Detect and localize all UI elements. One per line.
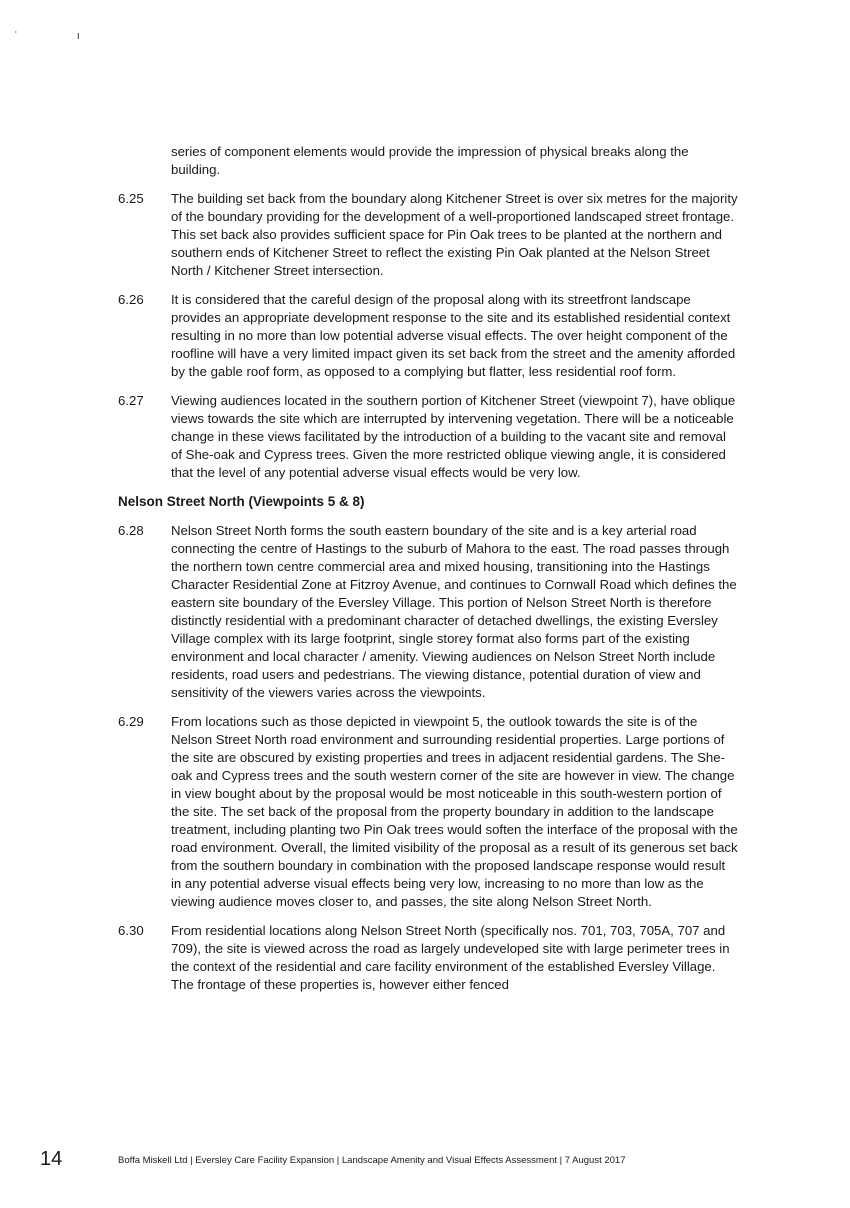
- paragraph-text: Nelson Street North forms the south eastern boundary of the site and is a key arterial road connecting the centre of Hastings to the suburb of Mahora to the east. The road passes through the northern town centre commercial area and mixed housing, transitioning into the Hastings Character Residential Zone at Fitzroy Avenue, and continues to Cornwall Road which defines the eastern site boundary of the Eversley Village. This portion of Nelson Street North is therefore distinctly residential with a predominant character of detached dwellings, the existing Eversley Village complex with its large footprint, single storey format also forms part of the existing environment and local character / amenity. Viewing audiences on Nelson Street North include residents, road users and pedestrians. The viewing distance, potential duration of view and sensitivity of the viewers varies across the viewpoints.: [171, 523, 737, 700]
- paragraph-number: 6.26: [118, 292, 144, 307]
- page-number: 14: [40, 1148, 63, 1170]
- paragraph-number: 6.28: [118, 523, 144, 538]
- paragraph-number: 6.25: [118, 191, 144, 206]
- paragraph-number: 6.29: [118, 714, 144, 729]
- footer-text: Boffa Miskell Ltd | Eversley Care Facility Expansion | Landscape Amenity and Visual Effects Assessment | 7 August 2017: [118, 1155, 626, 1166]
- paragraph-text: From locations such as those depicted in viewpoint 5, the outlook towards the site is of the Nelson Street North road environment and surrounding residential properties. Large portions of the site are obscured by existing properties and trees in adjacent residential gardens. The She-oak and Cypress trees and the south western corner of the site are however in view. The change in view bought about by the proposal would be most noticeable in this south-western portion of the site. The set back of the proposal from the property boundary in addition to the landscape treatment, including planting two Pin Oak trees would soften the interface of the proposal with the road environment. Overall, the limited visibility of the proposal as a result of its generous set back from the southern boundary in combination with the proposed landscape response would result in any potential adverse visual effects being very low, increasing to no more than low as the viewing audience moves closer to, and passes, the site along Nelson Street North.: [171, 714, 738, 909]
- section-heading: Nelson Street North (Viewpoints 5 & 8): [118, 494, 365, 509]
- paragraph-number: 6.27: [118, 393, 144, 408]
- paragraph-6-30: [118, 922, 738, 994]
- paragraph-text: From residential locations along Nelson Street North (specifically nos. 701, 703, 705A, 707 and 709), the site is viewed across the road as largely undeveloped site with large perimeter trees in the context of the residential and care facility environment of the established Eversley Village. The frontage of these properties is, however either fenced: [171, 923, 730, 992]
- paragraph-text: The building set back from the boundary along Kitchener Street is over six metres for the majority of the boundary providing for the development of a well-proportioned landscaped street frontage. This set back also provides sufficient space for Pin Oak trees to be planted at the northern and southern ends of Kitchener Street to reflect the existing Pin Oak planted at the Nelson Street North / Kitchener Street intersection.: [171, 191, 738, 278]
- paragraph-6-29: [118, 713, 738, 911]
- paragraph-number: 6.30: [118, 923, 144, 938]
- scan-marks: ʿ ı: [14, 30, 108, 42]
- continued-paragraph: series of component elements would provide the impression of physical breaks along the building.: [171, 144, 689, 177]
- paragraph-6-27: [118, 392, 738, 482]
- paragraph-text: Viewing audiences located in the southern portion of Kitchener Street (viewpoint 7), have oblique views towards the site which are interrupted by intervening vegetation. There will be a noticeable change in these views facilitated by the introduction of a building to the vacant site and removal of She-oak and Cypress trees. Given the more restricted oblique viewing angle, it is considered that the level of any potential adverse visual effects would be very low.: [171, 393, 736, 480]
- paragraph-6-25: [118, 190, 738, 280]
- paragraph-text: It is considered that the careful design of the proposal along with its streetfront landscape provides an appropriate development response to the site and its established residential context resulting in no more than low potential adverse visual effects. The over height component of the roofline will have a very limited impact given its set back from the street and the amenity afforded by the gable roof form, as opposed to a complying but flatter, less residential roof form.: [171, 292, 736, 379]
- paragraph-6-28: [118, 522, 738, 702]
- page-body: [118, 143, 738, 994]
- paragraph-6-26: [118, 291, 738, 381]
